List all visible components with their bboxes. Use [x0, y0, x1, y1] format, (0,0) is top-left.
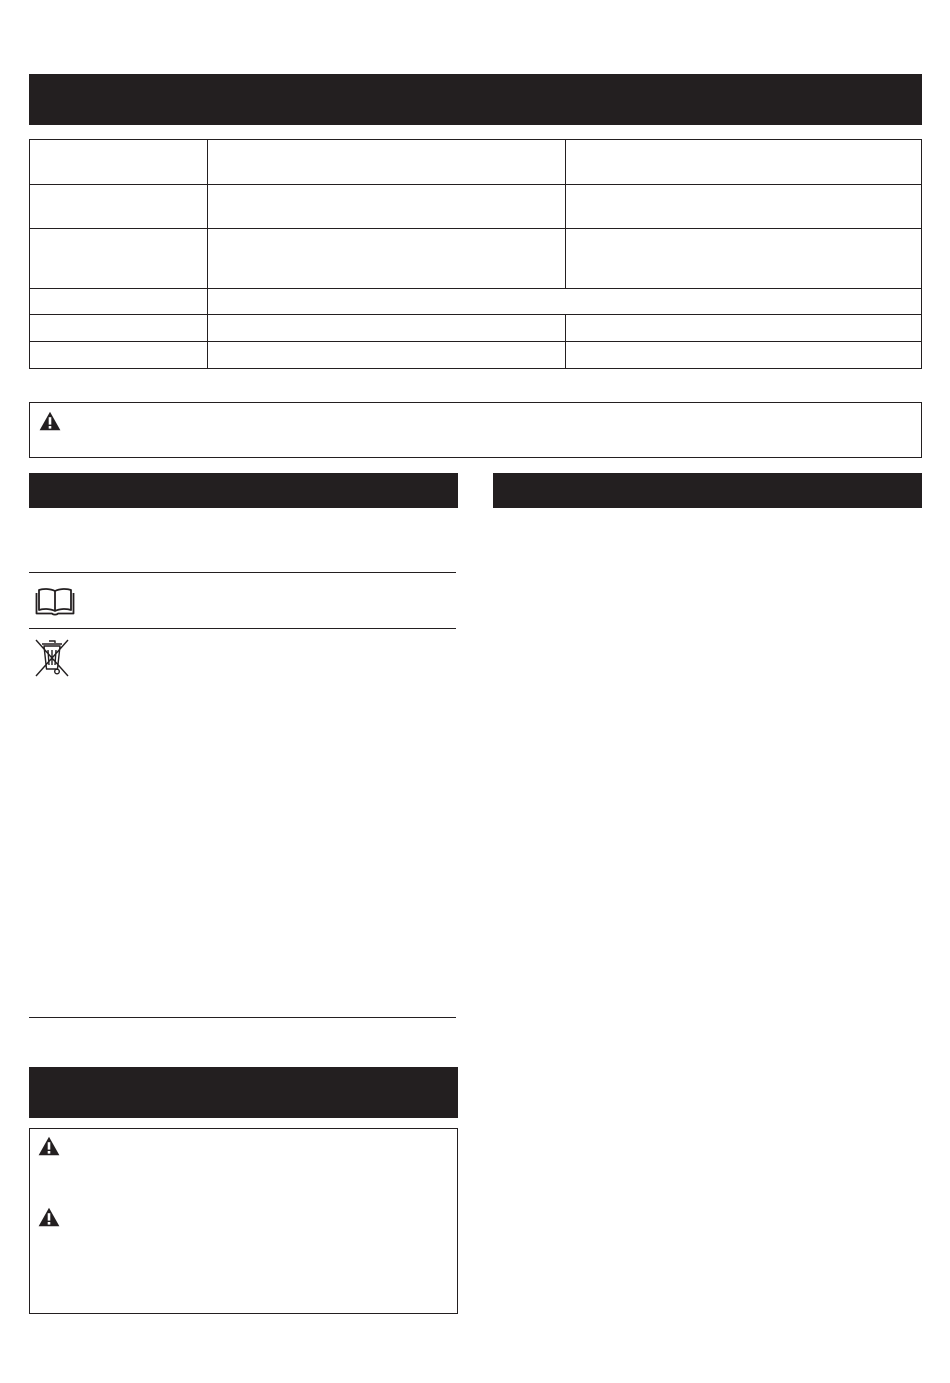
warning-triangle-icon — [39, 411, 61, 431]
table-cell — [566, 315, 921, 341]
table-cell — [30, 140, 208, 184]
divider — [29, 628, 456, 629]
spec-table — [29, 139, 922, 369]
manual-book-icon — [35, 586, 75, 616]
warning-box — [29, 402, 922, 458]
table-row — [30, 342, 921, 368]
table-row — [30, 315, 921, 342]
crossed-bin-icon — [34, 638, 70, 678]
divider — [29, 572, 456, 573]
table-row — [30, 140, 921, 185]
warning-triangle-icon — [38, 1136, 60, 1156]
table-cell — [208, 185, 566, 228]
table-row — [30, 229, 921, 289]
bottom-section-header — [29, 1067, 458, 1118]
table-cell — [566, 185, 921, 228]
table-cell — [566, 229, 921, 288]
table-cell — [566, 140, 921, 184]
symbol-description — [90, 580, 456, 620]
page-title-bar — [29, 74, 922, 125]
table-cell — [30, 185, 208, 228]
table-cell — [208, 315, 566, 341]
table-cell — [30, 229, 208, 288]
table-cell — [208, 342, 566, 368]
table-cell — [208, 289, 921, 314]
warning-triangle-icon — [38, 1207, 60, 1227]
left-section-header — [29, 473, 458, 508]
right-section-header — [493, 473, 922, 508]
table-cell — [566, 342, 921, 368]
table-cell — [30, 342, 208, 368]
table-cell — [208, 140, 566, 184]
divider — [29, 1017, 456, 1018]
bottom-warning-box — [29, 1128, 458, 1314]
table-cell — [30, 289, 208, 314]
table-cell — [30, 315, 208, 341]
table-row — [30, 185, 921, 229]
left-section-intro — [29, 515, 456, 565]
table-cell — [208, 229, 566, 288]
table-row — [30, 289, 921, 315]
symbol-description — [90, 636, 456, 676]
